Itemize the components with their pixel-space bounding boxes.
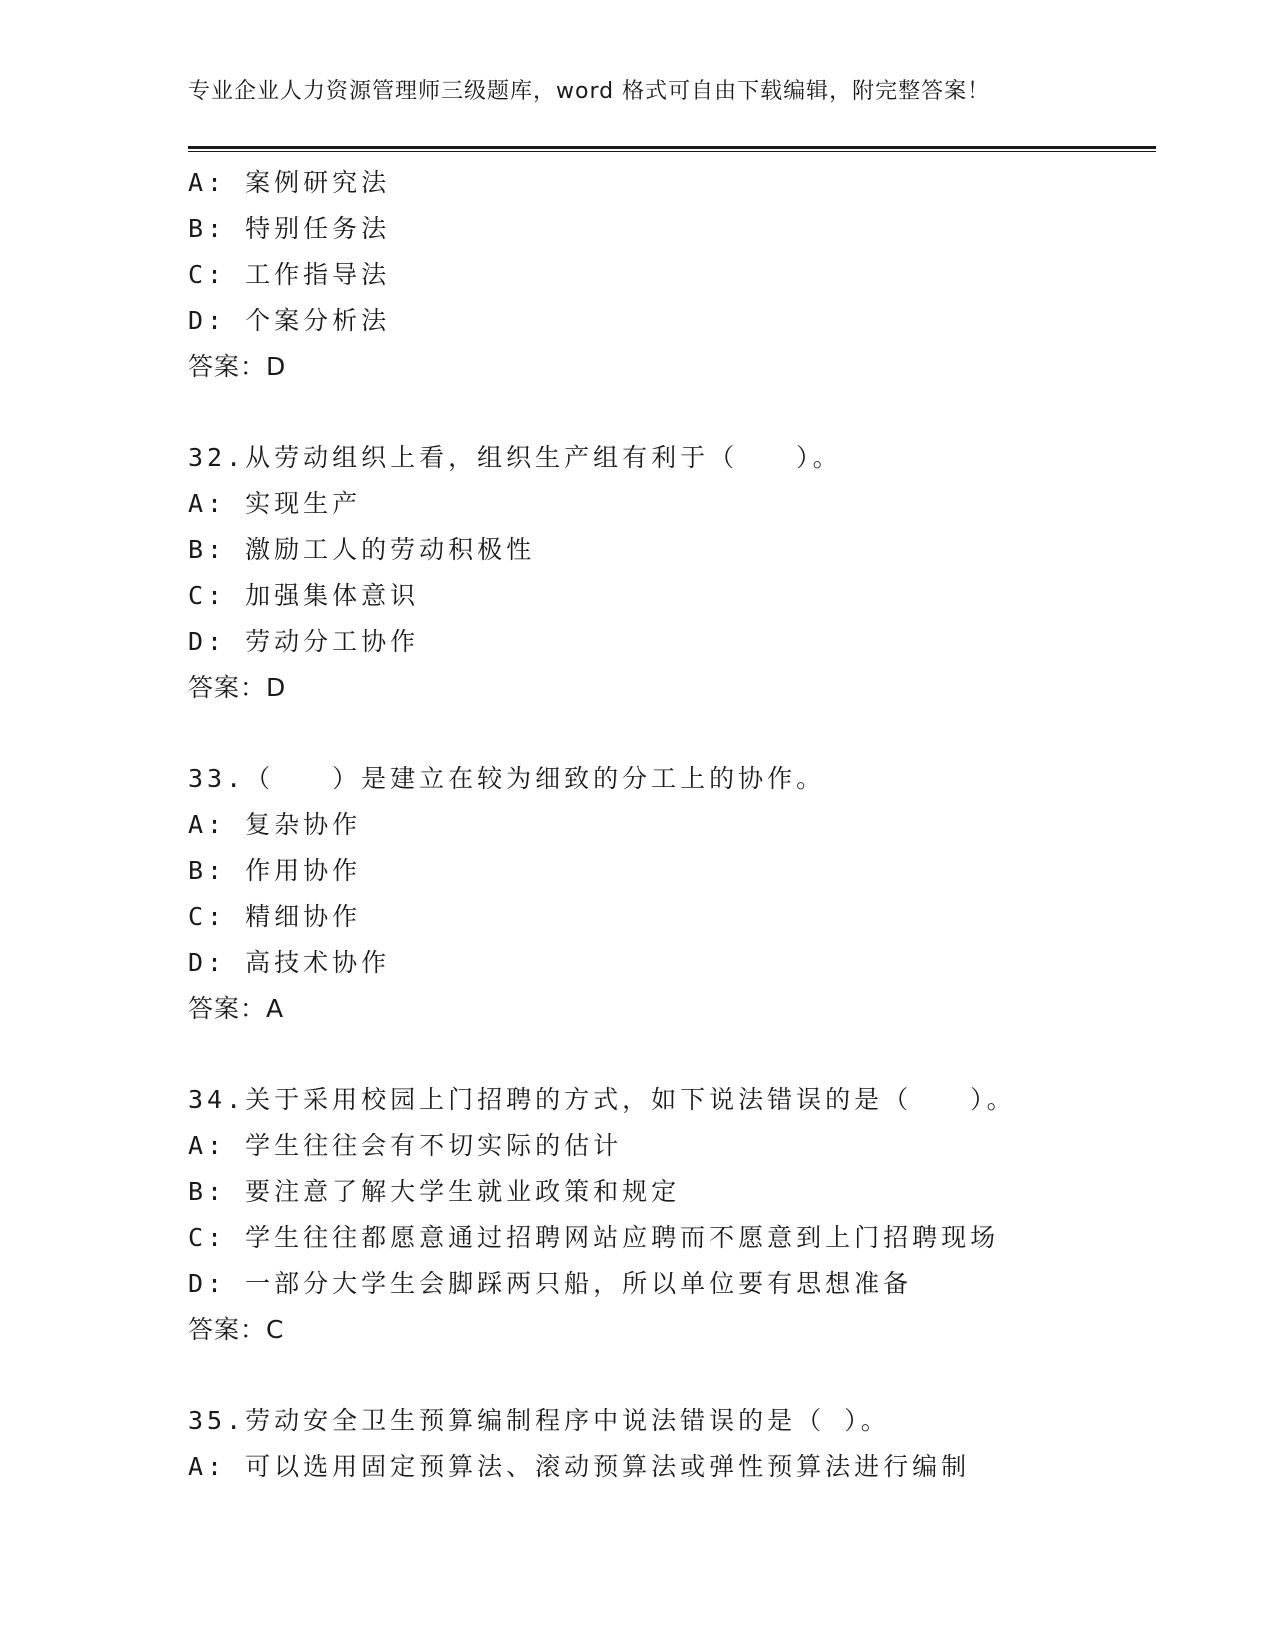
option-d: D: 个案分析法 bbox=[188, 306, 391, 335]
answer: 答案：C bbox=[188, 1315, 285, 1344]
question-34 bbox=[188, 1077, 1156, 1353]
answer: 答案：A bbox=[188, 994, 285, 1023]
option-d: D: 高技术协作 bbox=[188, 948, 391, 977]
option-c: C: 工作指导法 bbox=[188, 260, 391, 289]
question-stem: 34.关于采用校园上门招聘的方式，如下说法错误的是（ ）。 bbox=[188, 1085, 1016, 1114]
page-header: 专业企业人力资源管理师三级题库，word 格式可自由下载编辑，附完整答案！ bbox=[188, 79, 991, 104]
option-a: A: 可以选用固定预算法、滚动预算法或弹性预算法进行编制 bbox=[188, 1452, 971, 1481]
option-a: A: 复杂协作 bbox=[188, 810, 362, 839]
option-a: A: 案例研究法 bbox=[188, 168, 391, 197]
option-b: B: 作用协作 bbox=[188, 856, 362, 885]
answer: 答案：D bbox=[188, 673, 287, 702]
answer: 答案：D bbox=[188, 352, 287, 381]
question-stem: 35.劳动安全卫生预算编制程序中说法错误的是（ ）。 bbox=[188, 1406, 890, 1435]
option-c: C: 学生往往都愿意通过招聘网站应聘而不愿意到上门招聘现场 bbox=[188, 1223, 1000, 1252]
header-divider-thin bbox=[188, 151, 1156, 152]
option-b: B: 要注意了解大学生就业政策和规定 bbox=[188, 1177, 681, 1206]
question-list bbox=[188, 160, 1156, 1535]
option-a: A: 实现生产 bbox=[188, 489, 362, 518]
option-d: D: 一部分大学生会脚踩两只船，所以单位要有思想准备 bbox=[188, 1269, 913, 1298]
question-31 bbox=[188, 160, 1156, 390]
option-c: C: 加强集体意识 bbox=[188, 581, 420, 610]
option-b: B: 激励工人的劳动积极性 bbox=[188, 535, 536, 564]
option-c: C: 精细协作 bbox=[188, 902, 362, 931]
question-stem: 32.从劳动组织上看，组织生产组有利于（ ）。 bbox=[188, 443, 842, 472]
question-35 bbox=[188, 1398, 1156, 1490]
question-32 bbox=[188, 435, 1156, 711]
option-a: A: 学生往往会有不切实际的估计 bbox=[188, 1131, 623, 1160]
question-33 bbox=[188, 756, 1156, 1032]
question-stem: 33.（ ）是建立在较为细致的分工上的协作。 bbox=[188, 764, 826, 793]
option-d: D: 劳动分工协作 bbox=[188, 627, 420, 656]
option-b: B: 特别任务法 bbox=[188, 214, 391, 243]
header-divider-thick bbox=[188, 146, 1156, 149]
